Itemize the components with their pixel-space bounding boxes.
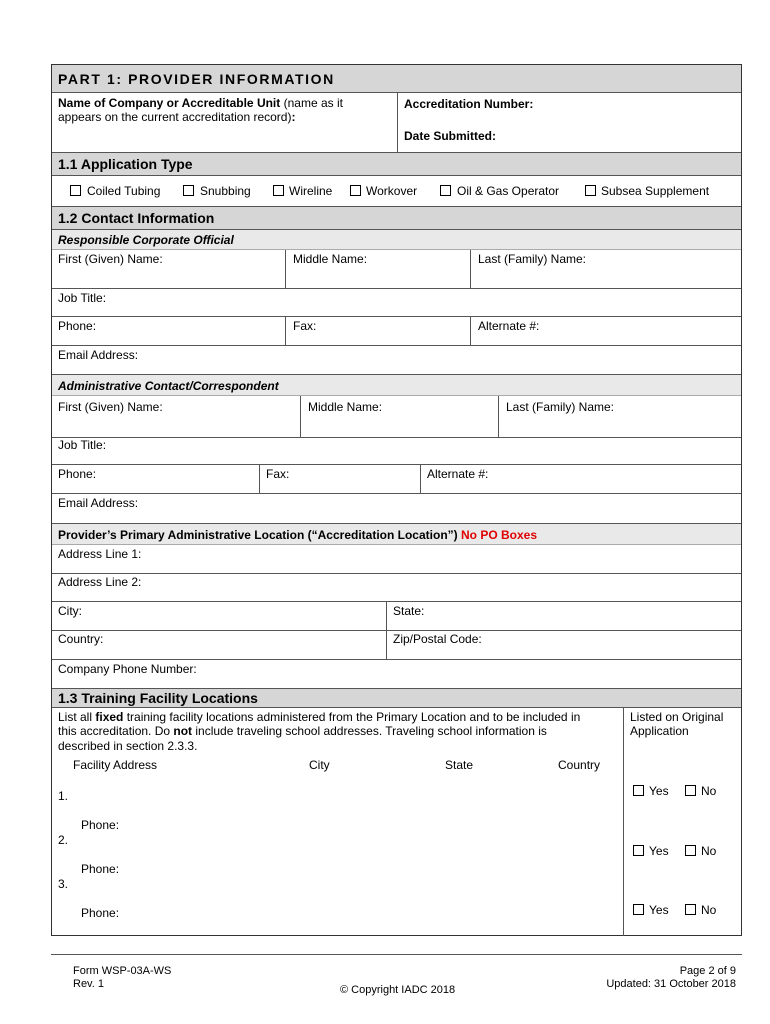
facility-3-yes-checkbox[interactable] [633, 904, 644, 915]
facility-description-line3: described in section 2.3.3. [58, 739, 198, 753]
facility-2-no-checkbox[interactable] [685, 845, 696, 856]
form-number: Form WSP-03A-WS [73, 965, 172, 977]
admin-fax-label: Fax: [266, 467, 290, 481]
state-column: State [445, 758, 474, 772]
coiled-tubing-label: Coiled Tubing [87, 184, 161, 198]
country-label: Country: [58, 632, 104, 646]
footer-rule [51, 954, 742, 955]
part1-title: PART 1: PROVIDER INFORMATION [58, 71, 335, 87]
listed-on-original-label: Listed on Original [630, 710, 724, 724]
rco-first-name-label: First (Given) Name: [58, 252, 163, 266]
subsea-supplement-label: Subsea Supplement [601, 184, 710, 198]
address-line-1-label: Address Line 1: [58, 547, 142, 561]
admin-first-name-label: First (Given) Name: [58, 400, 163, 414]
admin-alternate-label: Alternate #: [427, 467, 489, 481]
facility-address-column: Facility Address [73, 758, 158, 772]
rco-middle-name-label: Middle Name: [293, 252, 368, 266]
admin-email-label: Email Address: [58, 496, 139, 510]
facility-1-phone-label: Phone: [81, 818, 120, 832]
facility-3-yes-label: Yes [649, 903, 669, 917]
facility-2-number: 2. [58, 833, 69, 847]
facility-3-no-label: No [701, 903, 717, 917]
divider [623, 708, 624, 936]
divider [498, 396, 499, 437]
facility-1-no-label: No [701, 784, 717, 798]
country-column: Country [558, 758, 601, 772]
rco-job-title-label: Job Title: [58, 291, 107, 305]
section-1-1-header [52, 152, 741, 176]
facility-1-number: 1. [58, 789, 69, 803]
section-1-2-title: 1.2 Contact Information [58, 210, 215, 226]
facility-2-yes-label: Yes [649, 844, 669, 858]
facility-2-no-label: No [701, 844, 717, 858]
facility-1-yes-checkbox[interactable] [633, 785, 644, 796]
zip-label: Zip/Postal Code: [393, 632, 482, 646]
admin-job-title-label: Job Title: [58, 438, 107, 452]
section-1-3-header [52, 688, 741, 708]
workover-checkbox[interactable] [350, 185, 361, 196]
desc-text: include traveling school addresses. Traveling school information is [192, 724, 547, 738]
facility-1-yes-label: Yes [649, 784, 669, 798]
rco-phone-label: Phone: [58, 319, 97, 333]
accreditation-number-label: Accreditation Number: [404, 97, 534, 111]
copyright: © Copyright IADC 2018 [340, 984, 456, 996]
responsible-official-title: Responsible Corporate Official [58, 233, 234, 247]
facility-3-phone-label: Phone: [81, 906, 120, 920]
divider [420, 464, 421, 493]
company-name-label-line2-text: appears on the current accreditation record) [58, 110, 292, 124]
facility-3-no-checkbox[interactable] [685, 904, 696, 915]
divider [52, 601, 741, 602]
divider [52, 316, 741, 317]
responsible-official-header [52, 230, 741, 250]
revision: Rev. 1 [73, 978, 104, 990]
divider [470, 250, 471, 288]
company-phone-label: Company Phone Number: [58, 662, 197, 676]
application-label: Application [630, 724, 689, 738]
part1-header [52, 65, 741, 93]
oil-gas-operator-label: Oil & Gas Operator [457, 184, 560, 198]
company-name-label-bold: Name of Company or Accreditable Unit [58, 96, 281, 110]
divider [285, 250, 286, 288]
no-po-boxes-note: No PO Boxes [460, 528, 538, 542]
section-1-1-title: 1.1 Application Type [58, 156, 193, 172]
city-label: City: [58, 604, 82, 618]
divider [259, 464, 260, 493]
address-line-2-label: Address Line 2: [58, 575, 142, 589]
updated-date: Updated: 31 October 2018 [606, 978, 736, 990]
divider [52, 630, 741, 631]
divider [52, 437, 741, 438]
page-number: Page 2 of 9 [679, 965, 736, 977]
admin-middle-name-label: Middle Name: [308, 400, 383, 414]
date-submitted-label: Date Submitted: [404, 129, 497, 143]
divider [300, 396, 301, 437]
admin-contact-title: Administrative Contact/Correspondent [58, 379, 279, 393]
wireline-label: Wireline [289, 184, 333, 198]
rco-email-label: Email Address: [58, 348, 139, 362]
snubbing-checkbox[interactable] [183, 185, 194, 196]
rco-fax-label: Fax: [293, 319, 317, 333]
admin-last-name-label: Last (Family) Name: [506, 400, 615, 414]
section-1-3-title: 1.3 Training Facility Locations [58, 690, 258, 706]
divider [52, 288, 741, 289]
divider [52, 493, 741, 494]
desc-text: training facility locations administered from the Primary Location and to be included in [123, 710, 581, 724]
city-column: City [309, 758, 330, 772]
divider [52, 573, 741, 574]
coiled-tubing-checkbox[interactable] [70, 185, 81, 196]
facility-2-phone-label: Phone: [81, 862, 120, 876]
company-name-label-colon: : [291, 110, 296, 124]
accreditation-location-title [58, 528, 537, 542]
desc-text: this accreditation. Do [58, 724, 174, 738]
desc-text: List all [58, 710, 96, 724]
company-name-label-rest: (name as it [280, 96, 343, 110]
divider [397, 93, 398, 152]
admin-contact-header [52, 374, 741, 396]
workover-label: Workover [366, 184, 418, 198]
facility-description-line1 [58, 710, 580, 724]
section-1-2-header [52, 206, 741, 230]
divider [52, 345, 741, 346]
snubbing-label: Snubbing [200, 184, 251, 198]
company-name-label-line2 [58, 110, 295, 124]
company-name-label [58, 96, 343, 110]
state-label: State: [393, 604, 425, 618]
desc-fixed: fixed [95, 710, 124, 724]
facility-description-line2 [58, 724, 547, 738]
oil-gas-operator-checkbox[interactable] [440, 185, 451, 196]
admin-phone-label: Phone: [58, 467, 97, 481]
divider [52, 464, 741, 465]
rco-last-name-label: Last (Family) Name: [478, 252, 587, 266]
rco-alternate-label: Alternate #: [478, 319, 540, 333]
accreditation-location-header [52, 523, 741, 545]
provider-information-form [51, 64, 742, 936]
desc-not: not [173, 724, 193, 738]
facility-2-yes-checkbox[interactable] [633, 845, 644, 856]
divider [470, 316, 471, 345]
facility-1-no-checkbox[interactable] [685, 785, 696, 796]
subsea-supplement-checkbox[interactable] [585, 185, 596, 196]
wireline-checkbox[interactable] [273, 185, 284, 196]
divider [285, 316, 286, 345]
divider [52, 659, 741, 660]
accreditation-location-title-text: Provider’s Primary Administrative Location (“Accreditation Location”) [58, 528, 458, 542]
facility-3-number: 3. [58, 877, 69, 891]
